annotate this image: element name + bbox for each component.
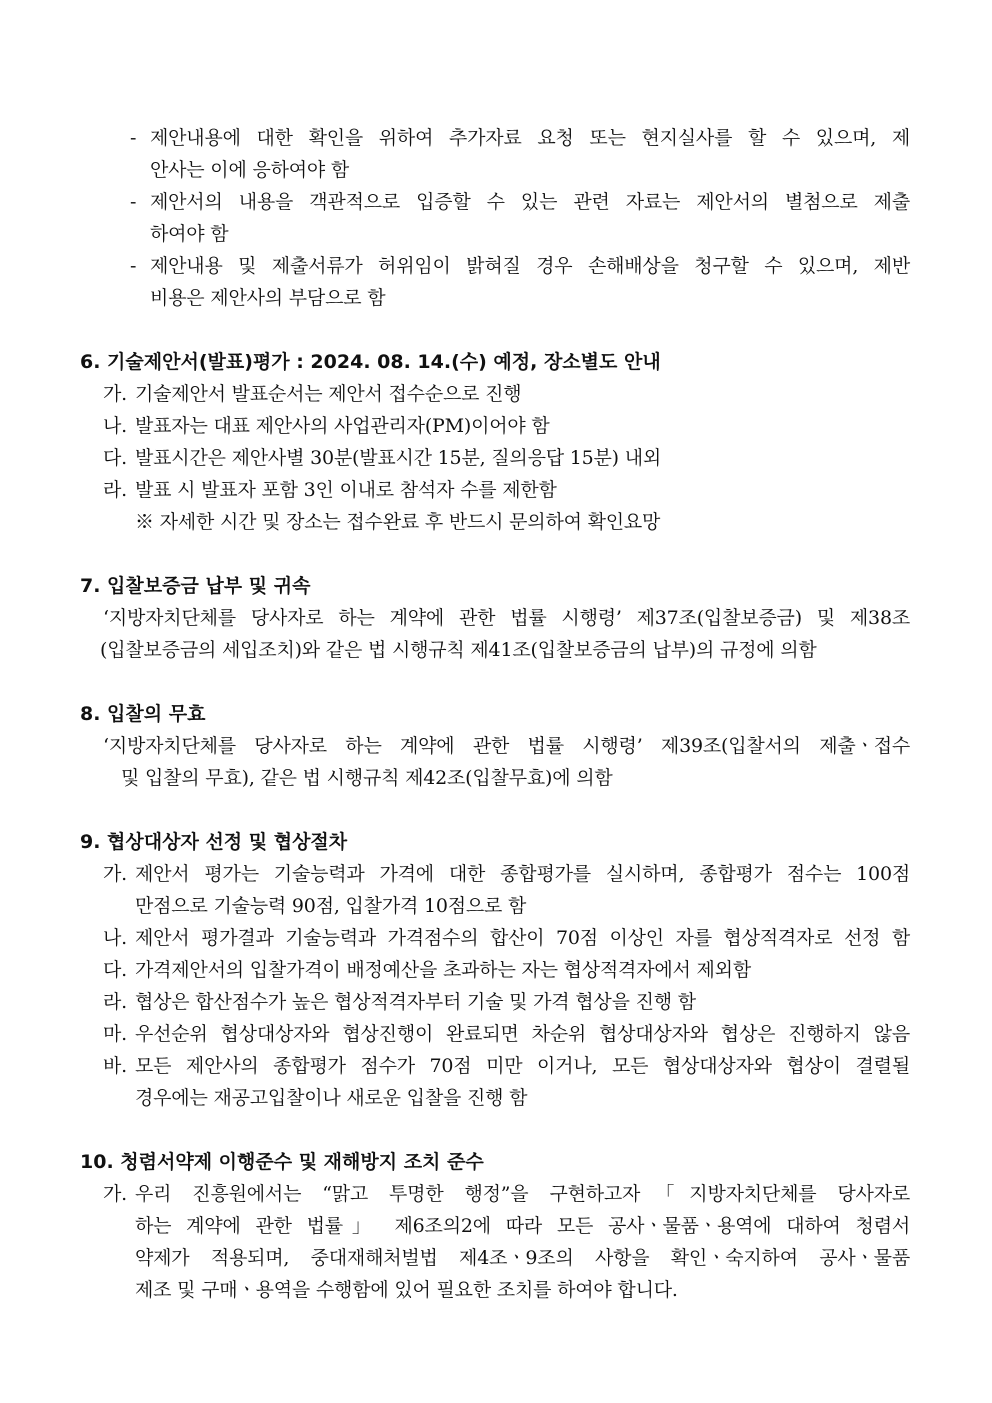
bullet-marker: - xyxy=(130,255,137,277)
section-10-heading: 10. 청렴서약제 이행준수 및 재해방지 조치 준수 xyxy=(80,1151,484,1173)
item-text: 발표자는 대표 제안사의 사업관리자(PM)이어야 함 xyxy=(135,415,550,437)
item-text: 제안서 평가는 기술능력과 가격에 대한 종합평가를 실시하며, 종합평가 점수는 100점 xyxy=(135,863,910,885)
item-text: 하는 계약에 관한 법률」 제6조의2에 따라 모든 공사ㆍ물품ㆍ용역에 대하여 청렴서 xyxy=(135,1215,910,1237)
item-marker: 라. xyxy=(103,479,127,501)
item-text: 모든 제안사의 종합평가 점수가 70점 미만 이거나, 모든 협상대상자와 협상이 결렬될 xyxy=(135,1055,910,1077)
item-text: 제안서 평가결과 기술능력과 가격점수의 합산이 70점 이상인 자를 협상적격자로 선정 함 xyxy=(135,927,910,949)
bullet-marker: - xyxy=(130,191,137,213)
bullet-line: 제안내용에 대한 확인을 위하여 추가자료 요청 또는 현지실사를 할 수 있으며, 제 xyxy=(150,127,910,149)
item-text: 발표시간은 제안사별 30분(발표시간 15분, 질의응답 15분) 내외 xyxy=(135,447,662,469)
item-text: 우리 진흥원에서는 “맑고 투명한 행정”을 구현하고자「지방자치단체를 당사자로 xyxy=(135,1183,910,1205)
item-text: 협상은 합산점수가 높은 협상적격자부터 기술 및 가격 협상을 진행 함 xyxy=(135,991,696,1013)
item-marker: 다. xyxy=(103,447,127,469)
item-marker: 바. xyxy=(103,1055,127,1077)
section-8-heading: 8. 입찰의 무효 xyxy=(80,703,206,725)
bullet-line: 비용은 제안사의 부담으로 함 xyxy=(150,287,386,309)
section-6-heading: 6. 기술제안서(발표)평가 : 2024. 08. 14.(수) 예정, 장소별도 안내 xyxy=(80,351,661,373)
item-text: 가격제안서의 입찰가격이 배정예산을 초과하는 자는 협상적격자에서 제외함 xyxy=(135,959,751,981)
item-text: 기술제안서 발표순서는 제안서 접수순으로 진행 xyxy=(135,383,522,405)
paragraph-line: 및 입찰의 무효), 같은 법 시행규칙 제42조(입찰무효)에 의함 xyxy=(121,767,613,789)
item-text: 우선순위 협상대상자와 협상진행이 완료되면 차순위 협상대상자와 협상은 진행하지 않음 xyxy=(135,1023,910,1045)
bullet-line: 제안내용 및 제출서류가 허위임이 밝혀질 경우 손해배상을 청구할 수 있으며, 제반 xyxy=(150,255,910,277)
paragraph-line: ‘지방자치단체를 당사자로 하는 계약에 관한 법률 시행령’ 제37조(입찰보증금) 및 제38조 xyxy=(103,607,910,629)
item-marker: 마. xyxy=(103,1023,127,1045)
item-marker: 라. xyxy=(103,991,127,1013)
item-text: 경우에는 재공고입찰이나 새로운 입찰을 진행 함 xyxy=(135,1087,528,1109)
item-marker: 가. xyxy=(103,1183,127,1205)
paragraph-line: ‘지방자치단체를 당사자로 하는 계약에 관한 법률 시행령’ 제39조(입찰서의 제출ㆍ접수 xyxy=(103,735,910,757)
bullet-marker: - xyxy=(130,127,137,149)
section-7-heading: 7. 입찰보증금 납부 및 귀속 xyxy=(80,575,311,597)
item-marker: 나. xyxy=(103,927,127,949)
item-marker: 가. xyxy=(103,863,127,885)
bullet-line: 하여야 함 xyxy=(150,223,229,245)
bullet-line: 제안서의 내용을 객관적으로 입증할 수 있는 관련 자료는 제안서의 별첨으로 제출 xyxy=(150,191,910,213)
paragraph-line: (입찰보증금의 세입조치)와 같은 법 시행규칙 제41조(입찰보증금의 납부)의 규정에 의함 xyxy=(100,639,817,661)
item-marker: 다. xyxy=(103,959,127,981)
bullet-line: 안사는 이에 응하여야 함 xyxy=(150,159,350,181)
item-text: 제조 및 구매ㆍ용역을 수행함에 있어 필요한 조치를 하여야 합니다. xyxy=(135,1279,678,1301)
section-9-heading: 9. 협상대상자 선정 및 협상절차 xyxy=(80,831,348,853)
note-text: ※ 자세한 시간 및 장소는 접수완료 후 반드시 문의하여 확인요망 xyxy=(135,511,661,533)
item-text: 만점으로 기술능력 90점, 입찰가격 10점으로 함 xyxy=(135,895,527,917)
item-text: 발표 시 발표자 포함 3인 이내로 참석자 수를 제한함 xyxy=(135,479,557,501)
item-text: 약제가 적용되며, 중대재해처벌법 제4조ㆍ9조의 사항을 확인ㆍ숙지하여 공사ㆍ물품 xyxy=(135,1247,910,1269)
item-marker: 가. xyxy=(103,383,127,405)
item-marker: 나. xyxy=(103,415,127,437)
